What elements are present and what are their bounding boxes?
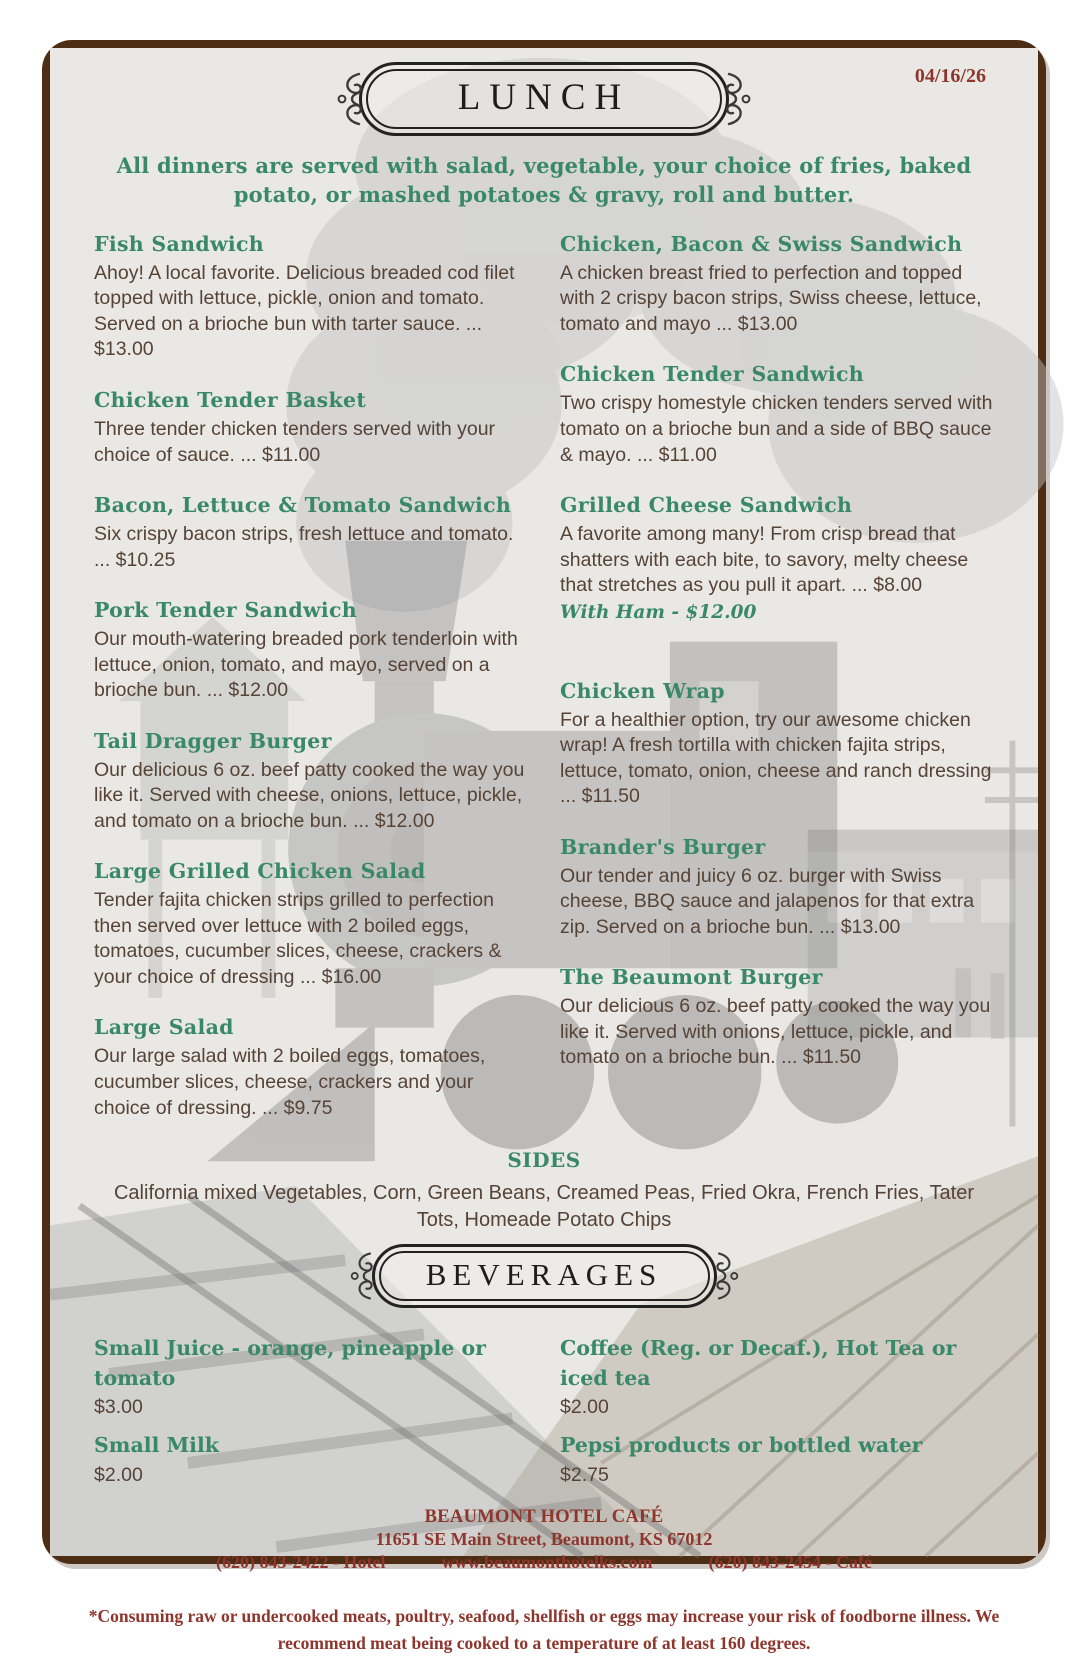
menu-item-desc: Our large salad with 2 boiled eggs, tomatoes, cucumber slices, cheese, crackers and your choice of dressing. ... $9.75 bbox=[94, 1045, 486, 1119]
menu-intro: All dinners are served with salad, vegetable, your choice of fries, baked potato, or mashed potatoes & gravy, roll and butter. bbox=[116, 152, 972, 207]
menu-item-title: Brander's Burger bbox=[560, 834, 766, 859]
menu-item bbox=[94, 388, 528, 468]
flourish-icon bbox=[335, 70, 363, 128]
menu-item-desc: For a healthier option, try our awesome chicken wrap! A fresh tortilla with chicken fajita strips, lettuce, tomato, onion, cheese and ranch dressing ... $11.50 bbox=[560, 708, 992, 808]
menu-item-title: Large Grilled Chicken Salad bbox=[94, 859, 426, 884]
flourish-icon bbox=[725, 70, 753, 128]
footer-contact-row bbox=[50, 1552, 1038, 1573]
menu-item-desc: Ahoy! A local favorite. Delicious breaded cod filet topped with lettuce, pickle, onion and tomato. Served on a brioche bun with tarter sauce. ... $13.00 bbox=[94, 261, 515, 361]
menu-item-desc: Our mouth-watering breaded pork tenderloin with lettuce, onion, tomato, and mayo, served on a brioche bun. ... $12.00 bbox=[94, 628, 518, 702]
menu-item-title: Large Salad bbox=[94, 1015, 234, 1040]
beverage-name: Pepsi products or bottled water bbox=[560, 1433, 923, 1458]
beverages-column-left bbox=[94, 1334, 528, 1499]
menu-column-left bbox=[94, 232, 528, 1146]
website: www.beaumonthotelks.com bbox=[441, 1552, 653, 1573]
menu-item-title: Bacon, Lettuce & Tomato Sandwich bbox=[94, 493, 512, 518]
menu-item-title: The Beaumont Burger bbox=[560, 965, 823, 990]
menu-date: 04/16/26 bbox=[914, 65, 986, 87]
menu-item bbox=[560, 679, 994, 810]
menu-item bbox=[94, 232, 528, 363]
restaurant-address: 11651 SE Main Street, Beaumont, KS 67012 bbox=[375, 1529, 713, 1550]
beverage-name: Small Juice - orange, pineapple or tomato bbox=[94, 1335, 486, 1390]
menu-card bbox=[42, 40, 1046, 1654]
menu-item bbox=[94, 1015, 528, 1121]
beverages-column-right bbox=[560, 1334, 994, 1499]
menu-item bbox=[94, 729, 528, 835]
menu-item-desc: A favorite among many! From crisp bread that shatters with each bite, to savory, melty cheese that stretches as you pull it apart. ... $8.00 bbox=[560, 523, 969, 597]
menu-item-desc: Two crispy homestyle chicken tenders served with tomato on a brioche bun and a side of BBQ sauce & mayo. ... $11.00 bbox=[560, 392, 993, 466]
sides-heading: SIDES bbox=[507, 1148, 581, 1173]
beverage-item bbox=[94, 1431, 528, 1487]
menu-columns bbox=[50, 232, 1038, 1146]
menu-item-title: Fish Sandwich bbox=[94, 231, 264, 256]
menu-item-note: With Ham - $12.00 bbox=[560, 601, 757, 623]
beverage-price: $2.75 bbox=[560, 1464, 609, 1487]
menu-item-title: Pork Tender Sandwich bbox=[94, 598, 357, 623]
menu-item-desc: Tender fajita chicken strips grilled to perfection then served over lettuce with 2 boiled eggs, tomatoes, cucumber slices, cheese, crackers & your choice of dressing ... $16.00 bbox=[94, 889, 502, 988]
menu-item bbox=[94, 598, 528, 704]
menu-item bbox=[94, 493, 528, 573]
menu-item-title: Chicken Tender Sandwich bbox=[560, 362, 864, 387]
menu-item-title: Chicken, Bacon & Swiss Sandwich bbox=[560, 231, 963, 256]
menu-item-title: Tail Dragger Burger bbox=[94, 728, 332, 753]
beverage-price: $3.00 bbox=[94, 1396, 143, 1419]
hotel-phone: (620) 843-2422 - Hotel bbox=[216, 1552, 386, 1573]
menu-item bbox=[560, 493, 994, 623]
menu-item bbox=[560, 835, 994, 941]
menu-item-title: Chicken Tender Basket bbox=[94, 388, 367, 412]
beverage-price: $2.00 bbox=[560, 1396, 609, 1419]
beverage-name: Small Milk bbox=[94, 1433, 219, 1458]
lunch-badge-label: LUNCH bbox=[457, 77, 631, 118]
menu-item-desc: A chicken breast fried to perfection and topped with 2 crispy bacon strips, Swiss cheese, lettuce, tomato and mayo ... $13.00 bbox=[560, 261, 982, 335]
menu-column-right bbox=[560, 232, 994, 1096]
sides-list: California mixed Vegetables, Corn, Green Beans, Creamed Peas, Fried Okra, French Fries, Tater Tots, Homeade Potato Chips bbox=[113, 1182, 974, 1232]
flourish-icon bbox=[348, 1250, 374, 1302]
menu-item-desc: Three tender chicken tenders served with your choice of sauce. ... $11.00 bbox=[94, 418, 496, 466]
cafe-phone: (620) 843-2454 - Café bbox=[708, 1552, 872, 1573]
menu-item bbox=[560, 232, 994, 338]
menu-item-desc: Six crispy bacon strips, fresh lettuce and tomato. ... $10.25 bbox=[94, 523, 514, 571]
beverages-columns bbox=[50, 1334, 1038, 1499]
menu-item-title: Chicken Wrap bbox=[560, 678, 725, 703]
menu-item-desc: Our delicious 6 oz. beef patty cooked the way you like it. Served with cheese, onions, lettuce, pickle, and tomato on a brioche bun. ... $12.00 bbox=[94, 758, 525, 832]
menu-item bbox=[560, 362, 994, 468]
lunch-badge-frame bbox=[359, 62, 729, 136]
restaurant-name: BEAUMONT HOTEL CAFÉ bbox=[424, 1507, 664, 1528]
food-safety-disclaimer: *Consuming raw or undercooked meats, poultry, seafood, shellfish or eggs may increase your risk of foodborne illness. We recommend meat being cooked to a temperature of at least 160 degrees. bbox=[88, 1606, 1000, 1654]
lunch-badge bbox=[359, 62, 729, 136]
beverage-item bbox=[560, 1334, 994, 1419]
footer bbox=[50, 1507, 1038, 1573]
sides-section bbox=[50, 1148, 1038, 1234]
menu-item bbox=[94, 859, 528, 990]
beverage-price: $2.00 bbox=[94, 1464, 143, 1487]
menu-item bbox=[560, 965, 994, 1071]
beverage-name: Coffee (Reg. or Decaf.), Hot Tea or iced tea bbox=[560, 1335, 957, 1390]
beverages-badge bbox=[372, 1244, 717, 1308]
menu-item-desc: Our delicious 6 oz. beef patty cooked the way you like it. Served with onions, lettuce, pickle, and tomato on a brioche bun. ... $11.50 bbox=[560, 995, 991, 1069]
beverages-badge-label: BEVERAGES bbox=[425, 1257, 663, 1293]
beverages-badge-frame bbox=[372, 1244, 717, 1308]
beverage-item bbox=[94, 1334, 528, 1419]
menu-item-title: Grilled Cheese Sandwich bbox=[560, 493, 853, 518]
flourish-icon bbox=[715, 1250, 741, 1302]
menu-item-desc: Our tender and juicy 6 oz. burger with Swiss cheese, BBQ sauce and jalapenos for that extra zip. Served on a brioche bun. ... $13.00 bbox=[560, 864, 975, 938]
beverage-item bbox=[560, 1431, 994, 1487]
